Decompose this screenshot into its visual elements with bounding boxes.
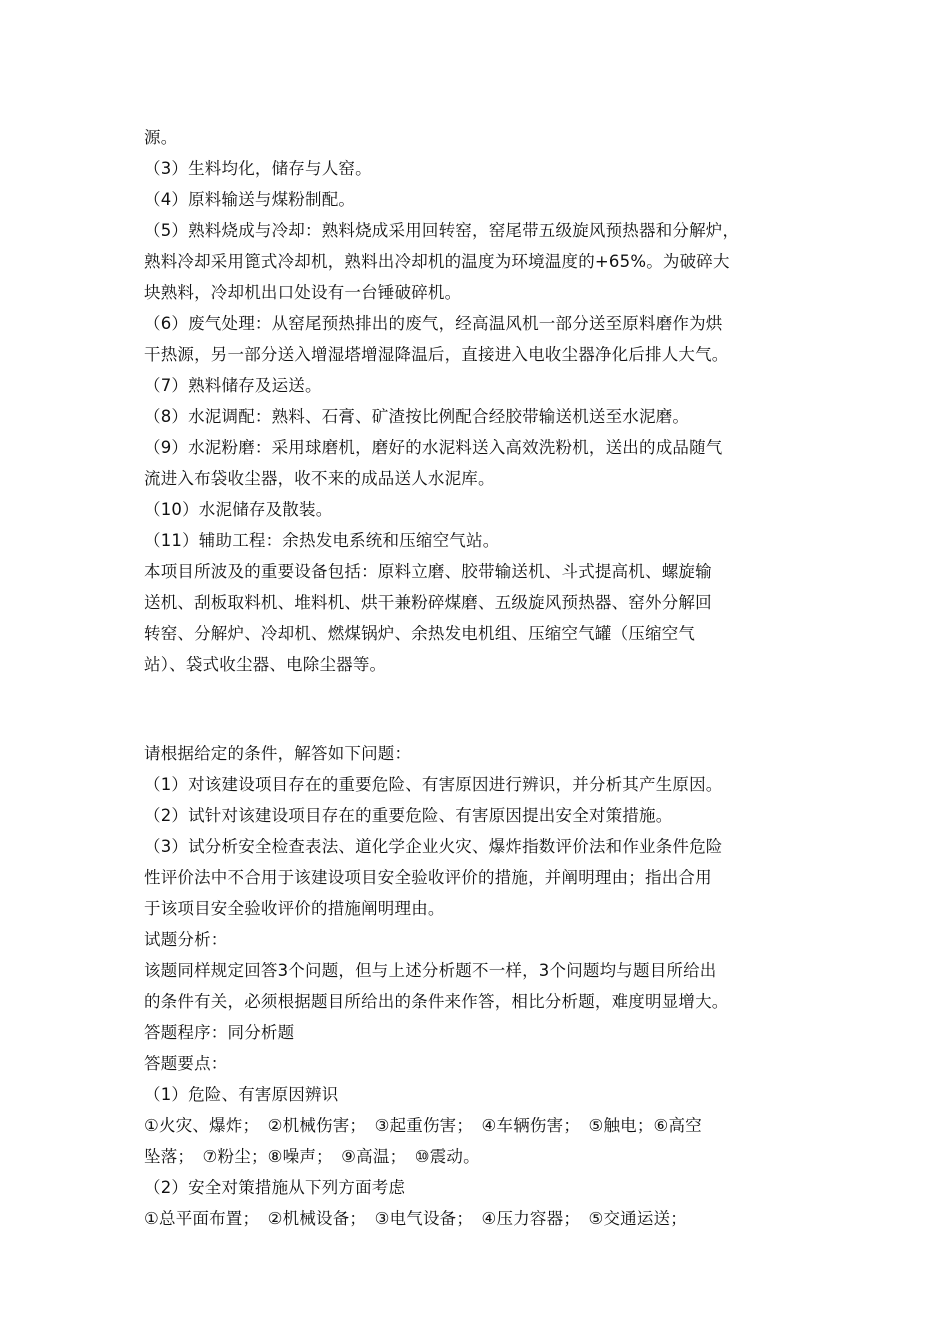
text-line: （3）生料均化，储存与人窑。 <box>144 159 372 178</box>
text-line: 干热源，另一部分送入增湿塔增湿降温后，直接进入电收尘器净化后排人大气。 <box>144 345 729 364</box>
text-line: 转窑、分解炉、冷却机、燃煤锅炉、余热发电机组、压缩空气罐（压缩空气 <box>144 624 696 643</box>
text-line: 答题要点： <box>144 1054 228 1073</box>
text-line: （2）安全对策措施从下列方面考虑 <box>144 1178 406 1197</box>
text-line: 本项目所波及的重要设备包括：原料立磨、胶带输送机、斗式提高机、螺旋输 <box>144 562 712 581</box>
text-line: （1）危险、有害原因辨识 <box>144 1085 339 1104</box>
text-line: 熟料冷却采用篦式冷却机，熟料出冷却机的温度为环境温度的+65%。为破碎大 <box>144 252 730 271</box>
text-line: （9）水泥粉磨：采用球磨机，磨好的水泥料送入高效洗粉机，送出的成品随气 <box>144 438 723 457</box>
text-line: 于该项目安全验收评价的措施阐明理由。 <box>144 899 445 918</box>
text-line: 坠落； ⑦粉尘；⑧噪声； ⑨高温； ⑩震动。 <box>144 1147 480 1166</box>
text-line: 试题分析： <box>144 930 228 949</box>
text-line: （8）水泥调配：熟料、石膏、矿渣按比例配合经胶带输送机送至水泥磨。 <box>144 407 690 426</box>
text-line: （7）熟料储存及运送。 <box>144 376 322 395</box>
text-line: 流进入布袋收尘器，收不来的成品送人水泥库。 <box>144 469 495 488</box>
process-description-section <box>144 122 814 680</box>
text-line: （5）熟料烧成与冷却：熟料烧成采用回转窑，窑尾带五级旋风预热器和分解炉， <box>144 221 740 240</box>
text-line: （10）水泥储存及散装。 <box>144 500 333 519</box>
text-line: 站）、袋式收尘器、电除尘器等。 <box>144 655 387 674</box>
text-line: （6）废气处理：从窑尾预热排出的废气，经高温风机一部分送至原料磨作为烘 <box>144 314 723 333</box>
text-line: 源。 <box>144 128 178 147</box>
text-line: 请根据给定的条件，解答如下问题： <box>144 744 412 763</box>
text-line: ①火灾、爆炸； ②机械伤害； ③起重伤害； ④车辆伤害； ⑤触电；⑥高空 <box>144 1116 702 1135</box>
text-line: 块熟料，冷却机出口处设有一台锤破碎机。 <box>144 283 462 302</box>
text-line: （2）试针对该建设项目存在的重要危险、有害原因提出安全对策措施。 <box>144 806 673 825</box>
text-line: 送机、刮板取料机、堆料机、烘干兼粉碎煤磨、五级旋风预热器、窑外分解回 <box>144 593 712 612</box>
text-line: 答题程序：同分析题 <box>144 1023 295 1042</box>
text-line: （1）对该建设项目存在的重要危险、有害原因进行辨识，并分析其产生原因。 <box>144 775 723 794</box>
text-line: ①总平面布置； ②机械设备； ③电气设备； ④压力容器； ⑤交通运送； <box>144 1209 687 1228</box>
text-line: （3）试分析安全检查表法、道化学企业火灾、爆炸指数评价法和作业条件危险 <box>144 837 723 856</box>
questions-and-answers-section <box>144 738 814 1234</box>
text-line: （4）原料输送与煤粉制配。 <box>144 190 356 209</box>
text-line: 的条件有关，必须根据题目所给出的条件来作答，相比分析题，难度明显增大。 <box>144 992 729 1011</box>
text-line: 性评价法中不合用于该建设项目安全验收评价的措施，并阐明理由；指出合用 <box>144 868 712 887</box>
text-line: （11）辅助工程：余热发电系统和压缩空气站。 <box>144 531 500 550</box>
text-line: 该题同样规定回答3个问题，但与上述分析题不一样，3个问题均与题目所给出 <box>144 961 717 980</box>
